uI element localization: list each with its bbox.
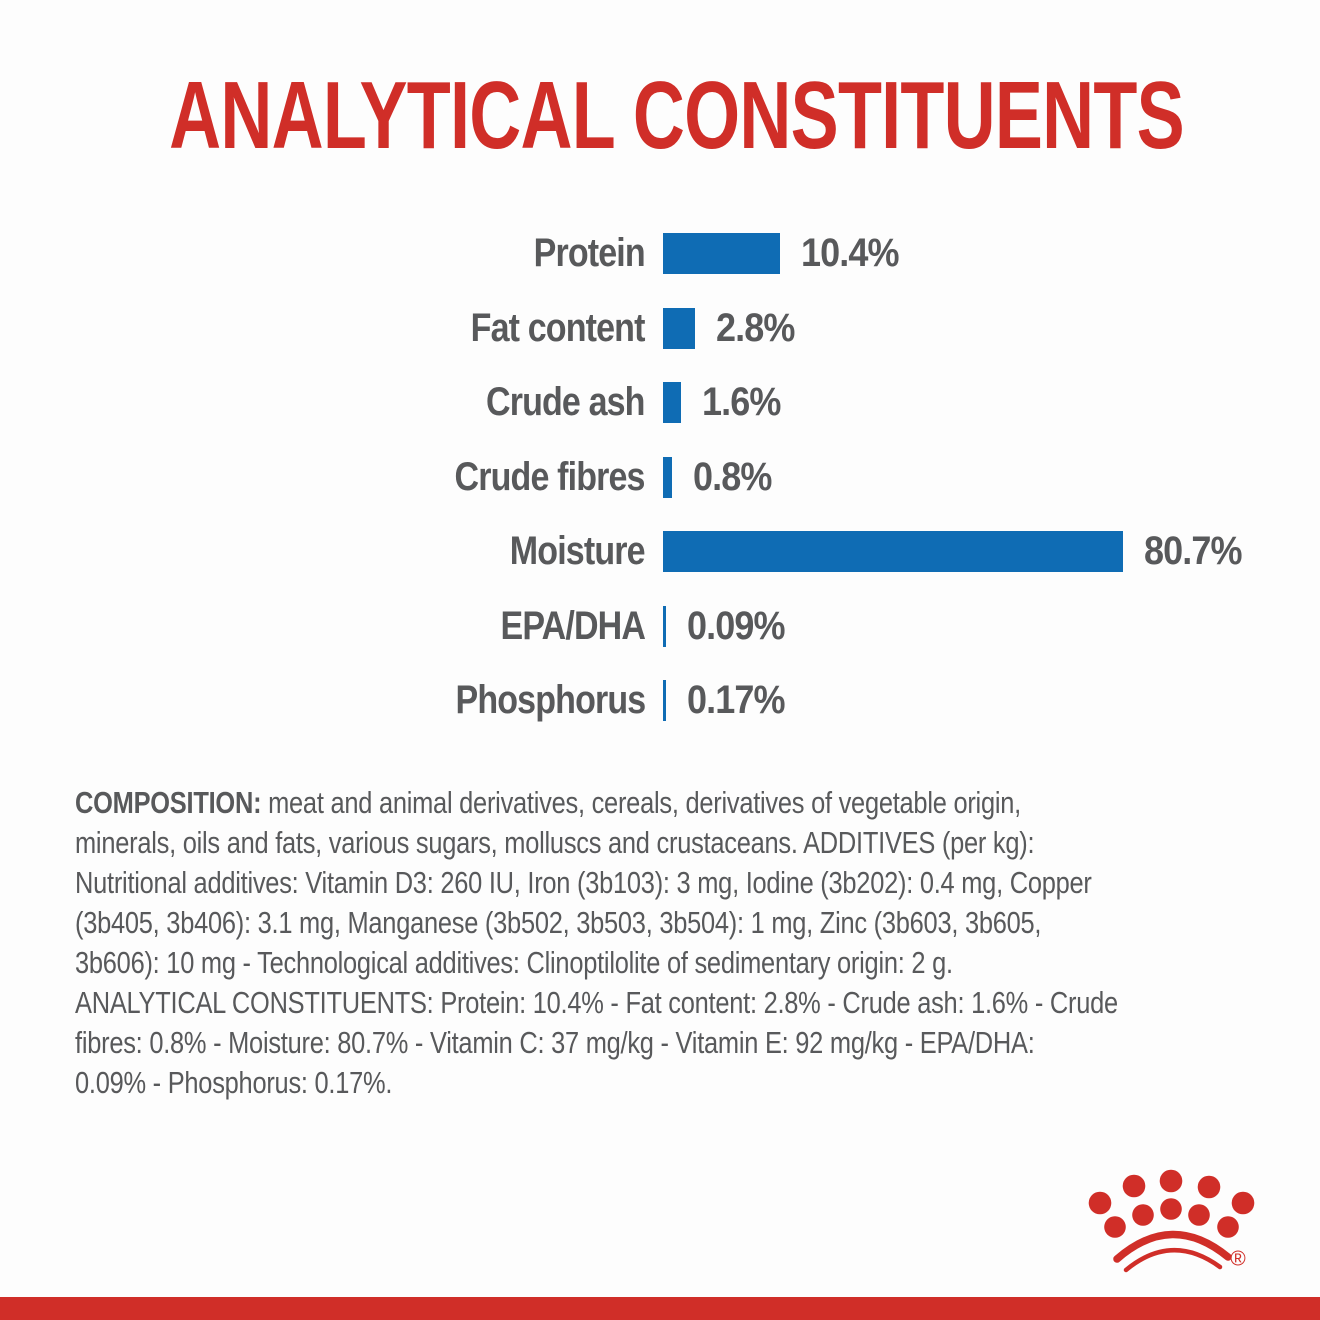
composition-line-text: fibres: 0.8% - Moisture: 80.7% - Vitamin C: 37 mg/kg - Vitamin E: 92 mg/kg - EPA/DHA:: [75, 1025, 1035, 1060]
composition-text: [75, 783, 1320, 1103]
bar-phosphorus: [663, 680, 666, 721]
composition-label: COMPOSITION:: [75, 785, 262, 820]
composition-line: [75, 783, 1320, 823]
chart-row-protein: [0, 233, 1320, 274]
bar-value-crude-ash: 1.6%: [702, 380, 781, 424]
bar-epa-dha: [663, 606, 666, 647]
bar-label-protein: Protein: [533, 231, 645, 275]
composition-line: [75, 903, 1320, 943]
composition-line-text: 0.09% - Phosphorus: 0.17%.: [75, 1065, 393, 1100]
analytical-constituents-chart: [0, 233, 1320, 733]
bar-crude-fibres: [663, 457, 672, 498]
bar-label-crude-fibres: Crude fibres: [454, 454, 645, 499]
bar-value-phosphorus: 0.17%: [687, 678, 785, 722]
composition-line: [75, 863, 1320, 903]
bar-crude-ash: [663, 382, 681, 423]
chart-row-moisture: [0, 531, 1320, 572]
page-title-text: ANALYTICAL CONSTITUENTS: [169, 62, 1184, 169]
bar-label-moisture: Moisture: [510, 529, 645, 573]
composition-line-text: Nutritional additives: Vitamin D3: 260 IU, Iron (3b103): 3 mg, Iodine (3b202): 0.4 mg, Copper: [75, 865, 1092, 900]
bar-moisture: [663, 531, 1123, 572]
crown-dots: [1089, 1170, 1255, 1238]
bar-protein: [663, 233, 780, 274]
bar-value-crude-fibres: 0.8%: [693, 454, 772, 499]
composition-line-text: meat and animal derivatives, cereals, derivatives of vegetable origin,: [261, 785, 1021, 820]
registered-trademark-symbol: ®: [1230, 1247, 1246, 1271]
bar-value-epa-dha: 0.09%: [687, 603, 785, 648]
bar-label-crude-ash: Crude ash: [486, 380, 645, 424]
bar-value-protein: 10.4%: [801, 231, 899, 275]
chart-row-crude-fibres: [0, 454, 1320, 499]
bar-label-fat-content: Fat content: [471, 305, 645, 350]
chart-row-phosphorus: [0, 680, 1320, 721]
composition-line-text: ANALYTICAL CONSTITUENTS: Protein: 10.4% - Fat content: 2.8% - Crude ash: 1.6% - Crude: [75, 985, 1118, 1020]
composition-line-text: minerals, oils and fats, various sugars, molluscs and crustaceans. ADDITIVES (per kg):: [75, 825, 1035, 860]
composition-line-text: (3b405, 3b406): 3.1 mg, Manganese (3b502, 3b503, 3b504): 1 mg, Zinc (3b603, 3b605,: [75, 905, 1042, 940]
composition-line: [75, 983, 1320, 1023]
page-title: [0, 62, 1320, 169]
royal-canin-crown-logo: [1080, 1165, 1260, 1280]
crown-swoosh-lower: [1126, 1250, 1220, 1270]
chart-row-crude-ash: [0, 382, 1320, 423]
bar-fat-content: [663, 308, 695, 349]
composition-line: [75, 1023, 1320, 1063]
crown-icon: [1080, 1165, 1260, 1280]
bar-label-epa-dha: EPA/DHA: [500, 603, 645, 648]
composition-line: [75, 943, 1320, 983]
crown-swoosh-upper: [1117, 1234, 1228, 1259]
chart-row-fat-content: [0, 305, 1320, 350]
bar-value-moisture: 80.7%: [1144, 529, 1242, 573]
bar-label-phosphorus: Phosphorus: [455, 678, 645, 722]
chart-row-epa-dha: [0, 603, 1320, 648]
composition-line-text: 3b606): 10 mg - Technological additives: Clinoptilolite of sedimentary origin: 2 g.: [75, 945, 953, 980]
composition-line: [75, 823, 1320, 863]
bar-value-fat-content: 2.8%: [715, 305, 794, 350]
composition-line: [75, 1063, 1320, 1103]
footer-red-bar: [0, 1297, 1320, 1320]
